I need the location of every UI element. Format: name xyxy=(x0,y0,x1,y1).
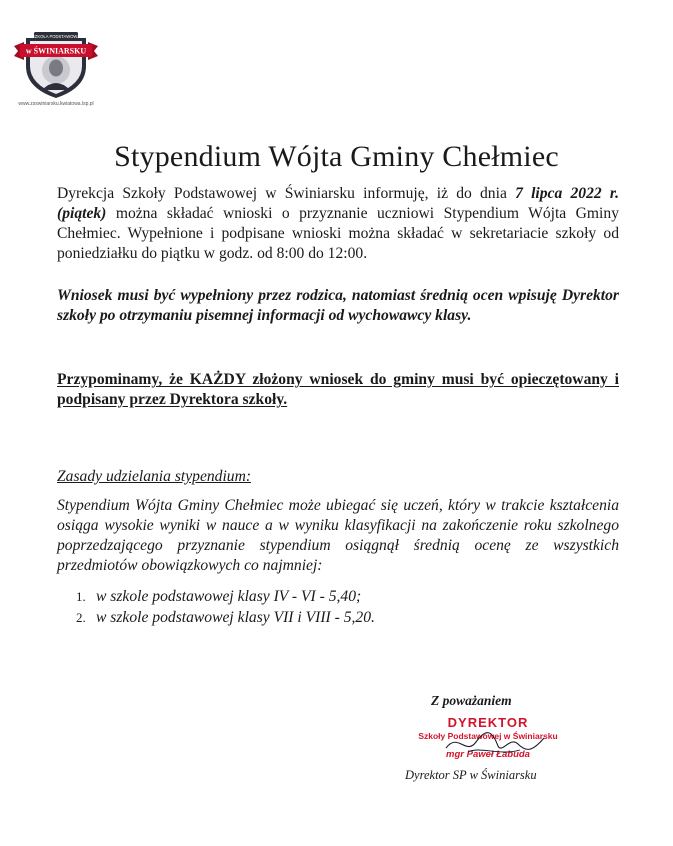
parent-notice: Wniosek musi być wypełniony przez rodzica, natomiast średnią ocen wpisuję Dyrektor szkoły po otrzymaniu pisemnej informacji od wychowawcy klasy. xyxy=(57,287,619,324)
school-crest-icon xyxy=(12,20,100,100)
logo-url: www.zsswiniarsku.kwiatowa.lsp.pl xyxy=(18,101,94,107)
list-item-number: 2. xyxy=(76,610,86,625)
school-logo xyxy=(12,20,100,107)
stamp-name: mgr Paweł Łabuda xyxy=(446,749,530,760)
list-item-text: w szkole podstawowej klasy VII i VIII - 5,20. xyxy=(96,609,375,626)
grade-threshold-list xyxy=(76,586,375,628)
logo-ribbon-main: w ŚWINIARSKU xyxy=(25,46,87,56)
intro-text-a: Dyrekcja Szkoły Podstawowej w Świniarsku informuję, iż do dnia xyxy=(57,185,516,202)
stamp-reminder: Przypominamy, że KAŻDY złożony wniosek do gminy musi być opieczętowany i podpisany przez Dyrektora szkoły. xyxy=(57,371,619,408)
deadline-date: 7 lipca 2022 r. (piątek) xyxy=(57,185,619,222)
page-title: Stypendium Wójta Gminy Chełmiec xyxy=(114,140,559,173)
director-role: Dyrektor SP w Świniarsku xyxy=(405,768,537,782)
rules-paragraph: Stypendium Wójta Gminy Chełmiec może ubiegać się uczeń, który w trakcie kształcenia osiąga wysokie wyniki w nauce a w wyniku klasyfikacji na zakończenie roku szkolnego poprzedzającego przyznanie stypendium osiągnął średnią ocenę ze wszystkich przedmiotów obowiązkowych co najmniej: xyxy=(57,497,619,574)
stamp-school: Szkoły Podstawowej w Świniarsku xyxy=(418,731,558,741)
intro-paragraph xyxy=(57,184,619,264)
intro-text-b: można składać wnioski o przyznanie uczniowi Stypendium Wójta Gminy Chełmiec. Wypełnione i podpisane wnioski można składać w sekretariacie szkoły od poniedziałku do piątku w godz. od 8:00 do 12:00. xyxy=(57,205,619,262)
list-item xyxy=(76,586,375,607)
rules-heading: Zasady udzielania stypendium: xyxy=(57,468,252,485)
handwritten-signature xyxy=(440,722,550,762)
list-item-number: 1. xyxy=(76,589,86,604)
closing-regards: Z poważaniem xyxy=(431,693,512,708)
list-item-text: w szkole podstawowej klasy IV - VI - 5,40; xyxy=(96,588,362,605)
logo-ribbon-top: SZKOŁA PODSTAWOWA xyxy=(31,33,81,39)
stamp-title: DYREKTOR xyxy=(447,715,529,730)
list-item xyxy=(76,607,375,628)
